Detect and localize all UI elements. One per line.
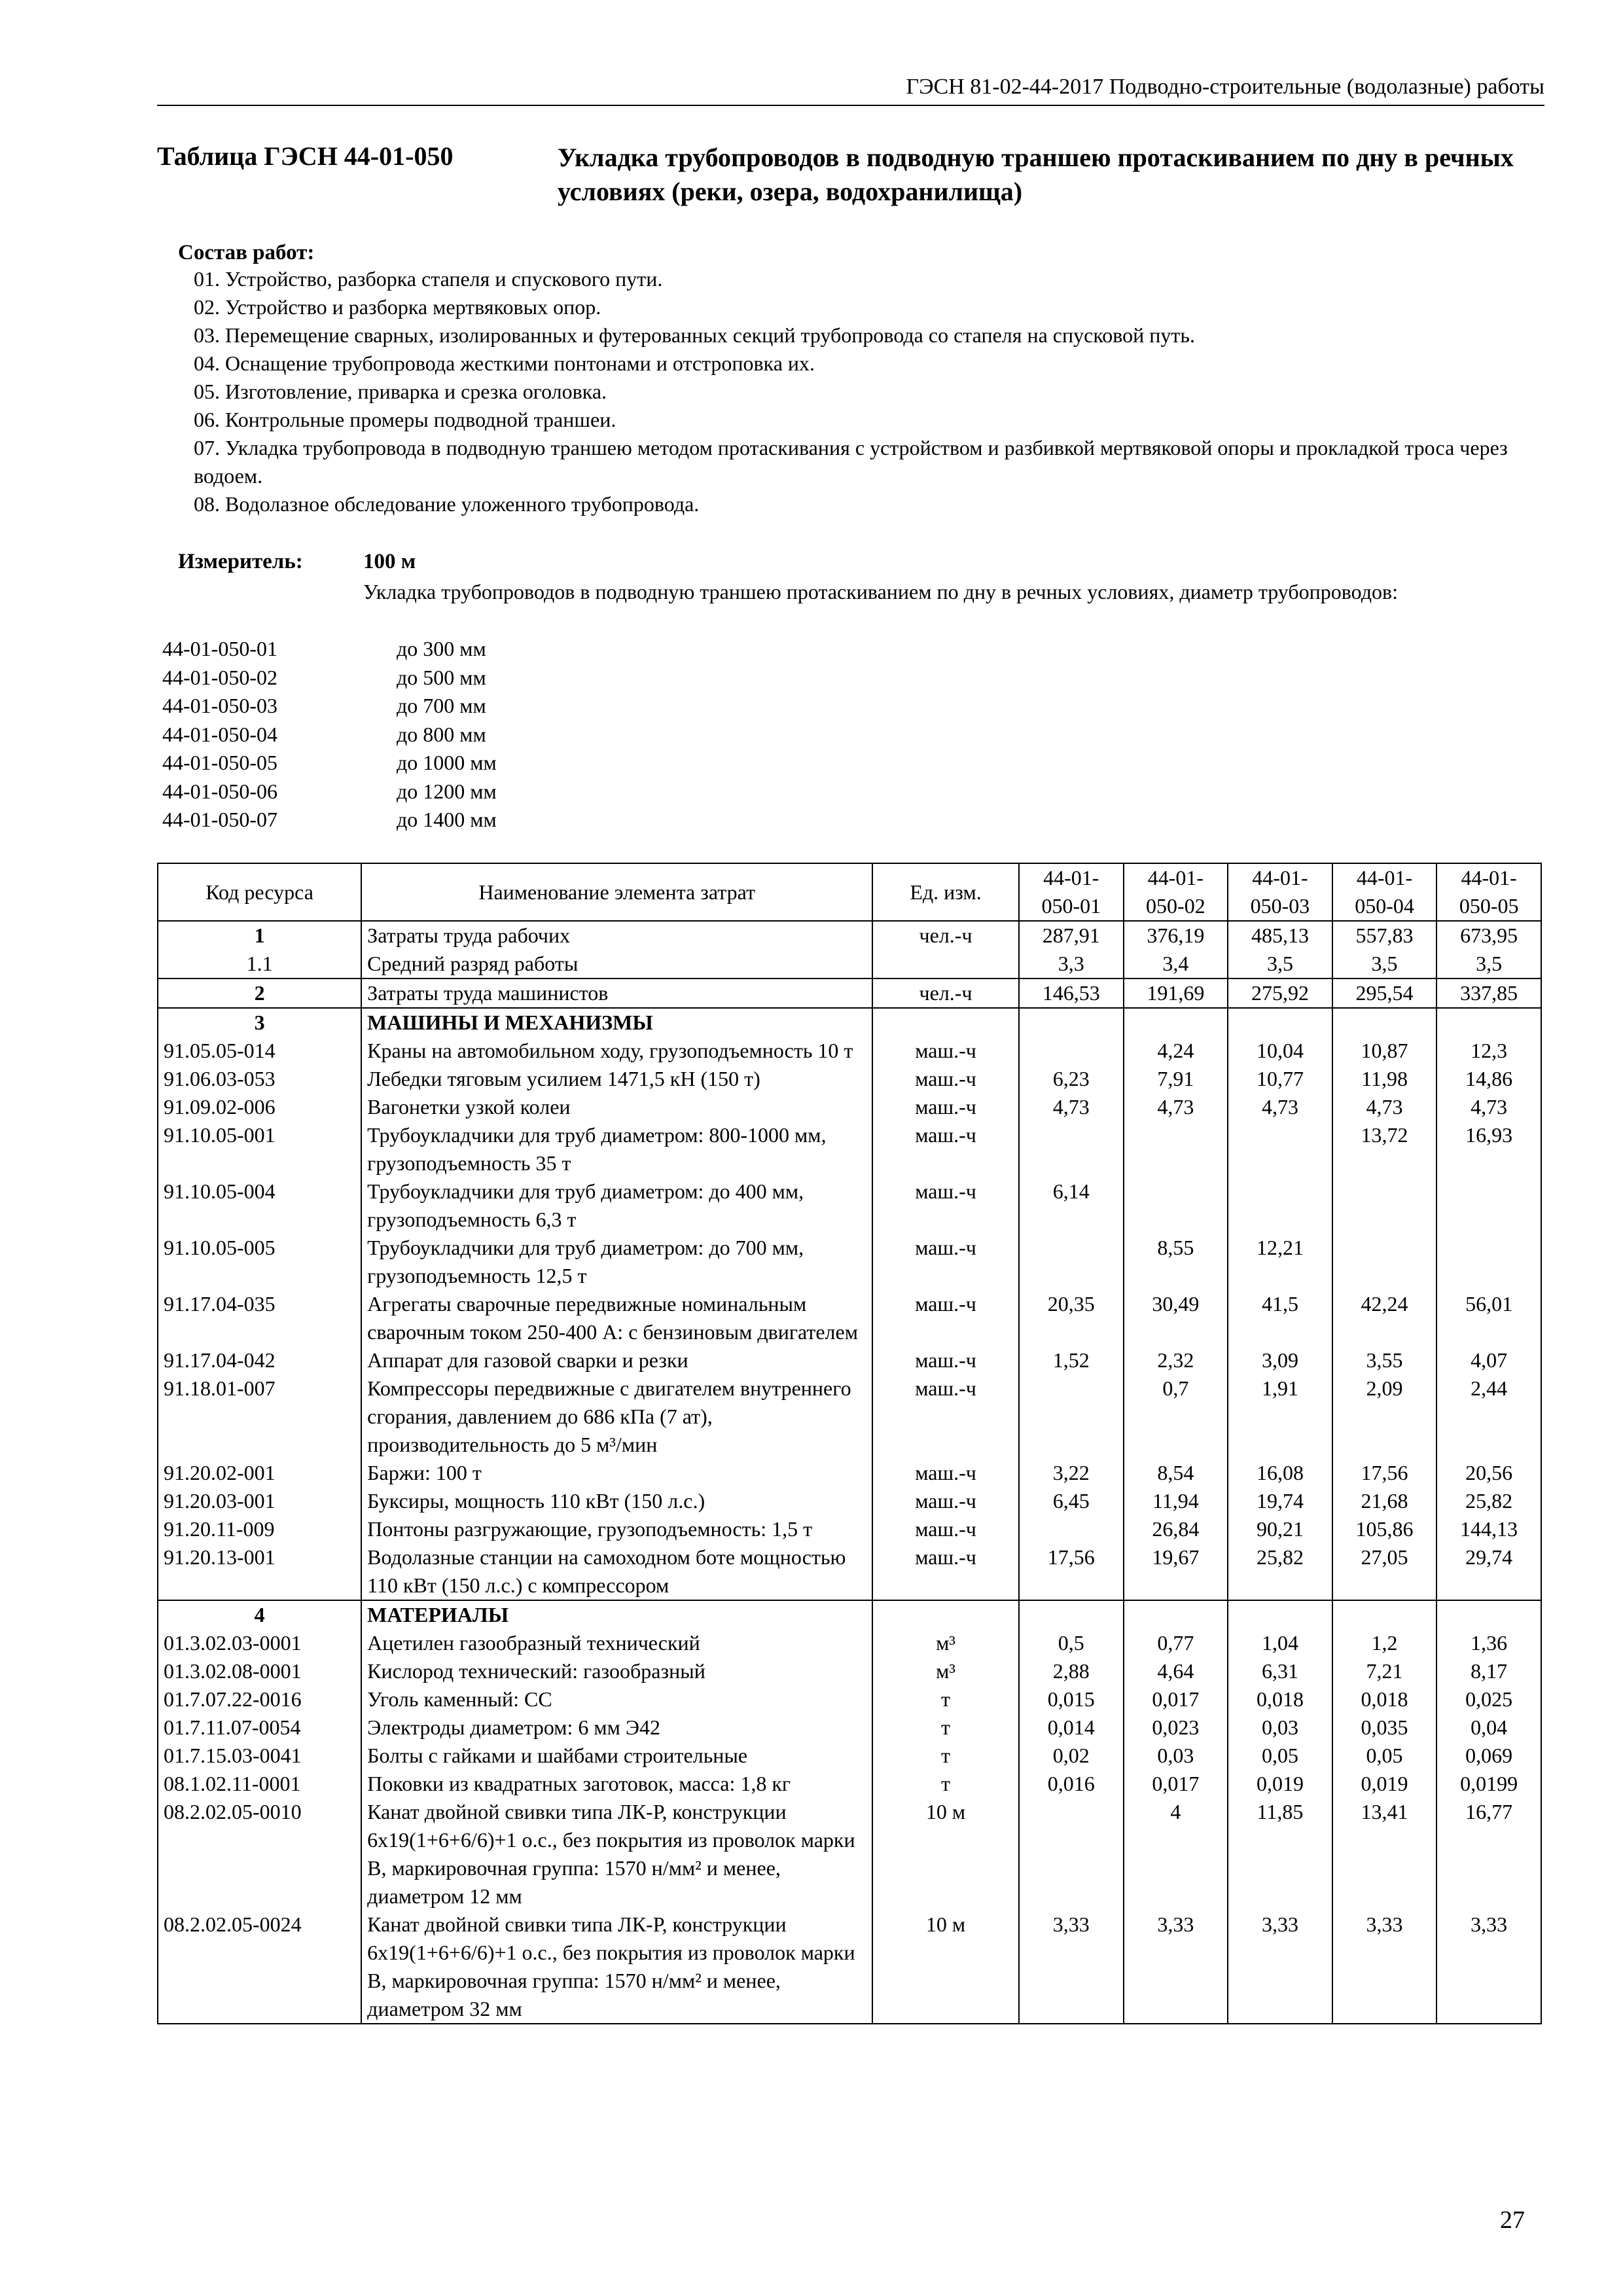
value-cell: 287,91: [1019, 921, 1124, 950]
resource-unit: маш.-ч: [872, 1487, 1019, 1515]
resource-unit: маш.-ч: [872, 1037, 1019, 1065]
resource-code: 4: [158, 1600, 361, 1629]
value-cell: 4,73: [1124, 1093, 1228, 1121]
value-cell: 4,64: [1124, 1657, 1228, 1685]
norm-code: 44-01-050-07: [162, 808, 277, 831]
value-cell: [1436, 1177, 1541, 1234]
resource-name: Электроды диаметром: 6 мм Э42: [361, 1713, 872, 1742]
resource-unit: маш.-ч: [872, 1234, 1019, 1290]
value-cell: 1,04: [1228, 1629, 1332, 1657]
value-cell: 337,85: [1436, 978, 1541, 1008]
resource-name: Канат двойной свивки типа ЛК-Р, конструкции 6х19(1+6+6/6)+1 о.с., без покрытия из проволок марки В, маркировочная группа: 1570 н/мм² и менее, диаметром 12 мм: [361, 1798, 872, 1910]
value-cell: 17,56: [1019, 1543, 1124, 1600]
value-cell: 6,14: [1019, 1177, 1124, 1234]
resource-code: 91.20.13-001: [158, 1543, 361, 1600]
value-cell: 3,33: [1124, 1910, 1228, 2024]
value-cell: 16,08: [1228, 1459, 1332, 1487]
norm-code: 44-01-050-03: [162, 694, 277, 717]
value-cell: [1228, 1600, 1332, 1629]
value-cell: 0,02: [1019, 1742, 1124, 1770]
value-cell: 20,35: [1019, 1290, 1124, 1346]
resource-unit: [872, 950, 1019, 978]
resource-code: 91.10.05-001: [158, 1121, 361, 1177]
value-cell: [1332, 1177, 1437, 1234]
resource-code: 91.06.03-053: [158, 1065, 361, 1093]
table-row: [158, 1657, 1541, 1685]
resource-unit: маш.-ч: [872, 1065, 1019, 1093]
norm-code: 44-01-050-06: [162, 779, 277, 803]
value-cell: 13,41: [1332, 1798, 1437, 1910]
measure-description: Укладка трубопроводов в подводную траншею протаскиванием по дну в речных условиях, диаметр трубопроводов:: [363, 580, 1398, 603]
table-row: [158, 1374, 1541, 1459]
resource-name: Аппарат для газовой сварки и резки: [361, 1346, 872, 1374]
table-row: [158, 1346, 1541, 1374]
value-cell: 0,77: [1124, 1629, 1228, 1657]
value-cell: 3,55: [1332, 1346, 1437, 1374]
value-cell: 3,5: [1332, 950, 1437, 978]
value-cell: 4,73: [1228, 1093, 1332, 1121]
resource-unit: маш.-ч: [872, 1121, 1019, 1177]
resource-code: 01.3.02.03-0001: [158, 1629, 361, 1657]
composition-item: 02. Устройство и разборка мертвяковых опор.: [194, 295, 601, 319]
value-cell: [1124, 1008, 1228, 1037]
value-cell: 12,3: [1436, 1037, 1541, 1065]
value-cell: 3,3: [1019, 950, 1124, 978]
value-cell: 1,52: [1019, 1346, 1124, 1374]
value-cell: 41,5: [1228, 1290, 1332, 1346]
value-cell: 6,45: [1019, 1487, 1124, 1515]
value-cell: [1228, 1008, 1332, 1037]
value-cell: 144,13: [1436, 1515, 1541, 1543]
resource-code: 91.17.04-042: [158, 1346, 361, 1374]
value-cell: 16,93: [1436, 1121, 1541, 1177]
resource-code: 91.17.04-035: [158, 1290, 361, 1346]
resource-unit: маш.-ч: [872, 1093, 1019, 1121]
header-col-3: 44-01-050-03: [1228, 863, 1332, 921]
resource-code: 91.05.05-014: [158, 1037, 361, 1065]
table-row: [158, 1290, 1541, 1346]
resource-code: 01.7.07.22-0016: [158, 1685, 361, 1713]
value-cell: [1019, 1121, 1124, 1177]
resource-unit: т: [872, 1742, 1019, 1770]
value-cell: 14,86: [1436, 1065, 1541, 1093]
resource-name: Ацетилен газообразный технический: [361, 1629, 872, 1657]
resource-code: 08.2.02.05-0024: [158, 1910, 361, 2024]
resource-name: МАТЕРИАЛЫ: [361, 1600, 872, 1629]
resource-name: Кислород технический: газообразный: [361, 1657, 872, 1685]
table-id: Таблица ГЭСН 44-01-050: [157, 141, 454, 171]
value-cell: [1332, 1234, 1437, 1290]
resource-name: Затраты труда рабочих: [361, 921, 872, 950]
value-cell: 8,17: [1436, 1657, 1541, 1685]
value-cell: 25,82: [1228, 1543, 1332, 1600]
value-cell: 4,73: [1436, 1093, 1541, 1121]
value-cell: [1124, 1177, 1228, 1234]
resource-unit: маш.-ч: [872, 1177, 1019, 1234]
table-title: Укладка трубопроводов в подводную траншею протаскиванием по дну в речных условиях (реки, озера, водохранилища): [558, 143, 1514, 206]
value-cell: 3,22: [1019, 1459, 1124, 1487]
value-cell: 3,09: [1228, 1346, 1332, 1374]
resource-code: 91.18.01-007: [158, 1374, 361, 1459]
norm-code-diameter: до 800 мм: [397, 722, 486, 746]
value-cell: [1124, 1121, 1228, 1177]
value-cell: 11,94: [1124, 1487, 1228, 1515]
resource-unit: маш.-ч: [872, 1374, 1019, 1459]
table-row: [158, 1543, 1541, 1600]
value-cell: 673,95: [1436, 921, 1541, 950]
value-cell: 295,54: [1332, 978, 1437, 1008]
value-cell: 11,85: [1228, 1798, 1332, 1910]
table-row: [158, 1487, 1541, 1515]
value-cell: 26,84: [1124, 1515, 1228, 1543]
resource-code: 2: [158, 978, 361, 1008]
header-col-2: 44-01-050-02: [1124, 863, 1228, 921]
resource-name: Трубоукладчики для труб диаметром: до 700 мм, грузоподъемность 12,5 т: [361, 1234, 872, 1290]
value-cell: 0,015: [1019, 1685, 1124, 1713]
value-cell: 21,68: [1332, 1487, 1437, 1515]
value-cell: 1,91: [1228, 1374, 1332, 1459]
composition-item: 06. Контрольные промеры подводной траншеи.: [194, 408, 616, 431]
value-cell: 191,69: [1124, 978, 1228, 1008]
composition-item: 04. Оснащение трубопровода жесткими понтонами и отстроповка их.: [194, 351, 815, 375]
running-header-text: ГЭСН 81-02-44-2017 Подводно-строительные (водолазные) работы: [906, 75, 1544, 99]
value-cell: 6,31: [1228, 1657, 1332, 1685]
value-cell: [1019, 1037, 1124, 1065]
resource-code: 91.09.02-006: [158, 1093, 361, 1121]
value-cell: 6,23: [1019, 1065, 1124, 1093]
table-row: [158, 1798, 1541, 1910]
resource-code: 91.20.11-009: [158, 1515, 361, 1543]
value-cell: 0,014: [1019, 1713, 1124, 1742]
resource-unit: чел.-ч: [872, 978, 1019, 1008]
table-row: [158, 1177, 1541, 1234]
value-cell: 0,03: [1228, 1713, 1332, 1742]
table-row: [158, 1065, 1541, 1093]
value-cell: 0,05: [1228, 1742, 1332, 1770]
resource-unit: т: [872, 1713, 1019, 1742]
norm-code: 44-01-050-01: [162, 637, 277, 660]
resource-code: 1.1: [158, 950, 361, 978]
value-cell: 11,98: [1332, 1065, 1437, 1093]
table-row: [158, 950, 1541, 978]
value-cell: 146,53: [1019, 978, 1124, 1008]
measure-label: Измеритель:: [178, 550, 303, 573]
value-cell: 20,56: [1436, 1459, 1541, 1487]
norm-code-diameter: до 500 мм: [397, 665, 486, 689]
resource-name: Трубоукладчики для труб диаметром: 800-1000 мм, грузоподъемность 35 т: [361, 1121, 872, 1177]
resource-unit: маш.-ч: [872, 1515, 1019, 1543]
table-row: [158, 1685, 1541, 1713]
value-cell: 0,7: [1124, 1374, 1228, 1459]
header-name: Наименование элемента затрат: [361, 863, 872, 921]
header-code: Код ресурса: [158, 863, 361, 921]
resource-unit: 10 м: [872, 1798, 1019, 1910]
table-row: [158, 1770, 1541, 1798]
value-cell: 0,018: [1228, 1685, 1332, 1713]
value-cell: 7,21: [1332, 1657, 1437, 1685]
resource-name: Понтоны разгружающие, грузоподъемность: 1,5 т: [361, 1515, 872, 1543]
norm-code-diameter: до 1200 мм: [397, 779, 497, 803]
resource-name: Вагонетки узкой колеи: [361, 1093, 872, 1121]
value-cell: 557,83: [1332, 921, 1437, 950]
value-cell: 0,016: [1019, 1770, 1124, 1798]
table-header-row: [158, 863, 1541, 921]
resource-name: Лебедки тяговым усилием 1471,5 кН (150 т): [361, 1065, 872, 1093]
value-cell: [1436, 1234, 1541, 1290]
resource-unit: [872, 1008, 1019, 1037]
table-row: [158, 1629, 1541, 1657]
composition-item: 07. Укладка трубопровода в подводную траншею методом протаскивания с устройством и разбивкой мертвяковой опоры и прокладкой троса через водоем.: [194, 436, 1508, 488]
resource-name: Агрегаты сварочные передвижные номинальным сварочным током 250-400 А: с бензиновым двигателем: [361, 1290, 872, 1346]
table-row: [158, 1093, 1541, 1121]
resource-code: 91.20.03-001: [158, 1487, 361, 1515]
value-cell: 3,4: [1124, 950, 1228, 978]
value-cell: [1436, 1600, 1541, 1629]
resource-name: Баржи: 100 т: [361, 1459, 872, 1487]
resource-unit: м³: [872, 1657, 1019, 1685]
resources-table: [157, 863, 1542, 2024]
table-row: [158, 1234, 1541, 1290]
resource-name: Трубоукладчики для труб диаметром: до 400 мм, грузоподъемность 6,3 т: [361, 1177, 872, 1234]
resource-name: МАШИНЫ И МЕХАНИЗМЫ: [361, 1008, 872, 1037]
table-row: [158, 1515, 1541, 1543]
value-cell: 56,01: [1436, 1290, 1541, 1346]
value-cell: 0,017: [1124, 1685, 1228, 1713]
resource-name: Средний разряд работы: [361, 950, 872, 978]
resource-code: 91.10.05-005: [158, 1234, 361, 1290]
value-cell: [1332, 1600, 1437, 1629]
norm-code: 44-01-050-05: [162, 751, 277, 774]
value-cell: [1019, 1008, 1124, 1037]
value-cell: [1228, 1121, 1332, 1177]
value-cell: 1,2: [1332, 1629, 1437, 1657]
value-cell: 90,21: [1228, 1515, 1332, 1543]
value-cell: [1019, 1600, 1124, 1629]
value-cell: 0,025: [1436, 1685, 1541, 1713]
value-cell: 0,03: [1124, 1742, 1228, 1770]
composition-item: 03. Перемещение сварных, изолированных и футерованных секций трубопровода со стапеля на спусковой путь.: [194, 323, 1195, 347]
resource-name: Водолазные станции на самоходном боте мощностью 110 кВт (150 л.с.) с компрессором: [361, 1543, 872, 1600]
value-cell: 2,32: [1124, 1346, 1228, 1374]
resource-unit: т: [872, 1685, 1019, 1713]
resource-code: 01.7.11.07-0054: [158, 1713, 361, 1742]
value-cell: 4,73: [1332, 1093, 1437, 1121]
value-cell: 0,019: [1332, 1770, 1437, 1798]
resource-code: 1: [158, 921, 361, 950]
table-row: [158, 978, 1541, 1008]
header-col-5: 44-01-050-05: [1436, 863, 1541, 921]
composition-item: 05. Изготовление, приварка и срезка оголовка.: [194, 380, 607, 403]
value-cell: 0,019: [1228, 1770, 1332, 1798]
resource-code: 91.20.02-001: [158, 1459, 361, 1487]
resource-code: 91.10.05-004: [158, 1177, 361, 1234]
value-cell: [1019, 1515, 1124, 1543]
norm-code: 44-01-050-04: [162, 722, 277, 746]
resource-code: 08.1.02.11-0001: [158, 1770, 361, 1798]
value-cell: 1,36: [1436, 1629, 1541, 1657]
table-row: [158, 1008, 1541, 1037]
value-cell: 0,017: [1124, 1770, 1228, 1798]
value-cell: [1019, 1374, 1124, 1459]
value-cell: 29,74: [1436, 1543, 1541, 1600]
value-cell: 2,09: [1332, 1374, 1437, 1459]
resource-unit: маш.-ч: [872, 1290, 1019, 1346]
value-cell: 27,05: [1332, 1543, 1437, 1600]
value-cell: [1436, 1008, 1541, 1037]
resource-unit: маш.-ч: [872, 1346, 1019, 1374]
composition-item: 01. Устройство, разборка стапеля и спускового пути.: [194, 267, 663, 291]
resource-unit: чел.-ч: [872, 921, 1019, 950]
value-cell: 3,33: [1019, 1910, 1124, 2024]
value-cell: 4,73: [1019, 1093, 1124, 1121]
table-row: [158, 1742, 1541, 1770]
resource-unit: т: [872, 1770, 1019, 1798]
value-cell: 30,49: [1124, 1290, 1228, 1346]
table-row: [158, 1713, 1541, 1742]
resource-name: Болты с гайками и шайбами строительные: [361, 1742, 872, 1770]
value-cell: 42,24: [1332, 1290, 1437, 1346]
running-header: [157, 71, 1544, 106]
resource-name: Компрессоры передвижные с двигателем внутреннего сгорания, давлением до 686 кПа (7 ат), производительность до 5 м³/мин: [361, 1374, 872, 1459]
value-cell: 0,5: [1019, 1629, 1124, 1657]
value-cell: 485,13: [1228, 921, 1332, 950]
value-cell: 19,74: [1228, 1487, 1332, 1515]
table-row: [158, 1910, 1541, 2024]
value-cell: 17,56: [1332, 1459, 1437, 1487]
resource-unit: маш.-ч: [872, 1543, 1019, 1600]
resource-code: 01.3.02.08-0001: [158, 1657, 361, 1685]
value-cell: 25,82: [1436, 1487, 1541, 1515]
norm-code-diameter: до 1400 мм: [397, 808, 497, 831]
value-cell: 10,04: [1228, 1037, 1332, 1065]
value-cell: 7,91: [1124, 1065, 1228, 1093]
value-cell: 19,67: [1124, 1543, 1228, 1600]
value-cell: 275,92: [1228, 978, 1332, 1008]
header-col-4: 44-01-050-04: [1332, 863, 1437, 921]
value-cell: 0,035: [1332, 1713, 1437, 1742]
resource-unit: 10 м: [872, 1910, 1019, 2024]
value-cell: 376,19: [1124, 921, 1228, 950]
resource-code: 3: [158, 1008, 361, 1037]
resource-code: 08.2.02.05-0010: [158, 1798, 361, 1910]
value-cell: 3,5: [1436, 950, 1541, 978]
norm-code-diameter: до 300 мм: [397, 637, 486, 660]
table-row: [158, 1600, 1541, 1629]
value-cell: 0,04: [1436, 1713, 1541, 1742]
value-cell: [1332, 1008, 1437, 1037]
value-cell: [1019, 1234, 1124, 1290]
composition-list: [194, 265, 1555, 518]
value-cell: 2,44: [1436, 1374, 1541, 1459]
resource-name: Краны на автомобильном ходу, грузоподъемность 10 т: [361, 1037, 872, 1065]
table-row: [158, 921, 1541, 950]
value-cell: 0,069: [1436, 1742, 1541, 1770]
value-cell: 8,54: [1124, 1459, 1228, 1487]
measure-value: 100 м: [363, 550, 416, 573]
value-cell: 0,0199: [1436, 1770, 1541, 1798]
value-cell: 4,24: [1124, 1037, 1228, 1065]
norm-code: 44-01-050-02: [162, 665, 277, 689]
value-cell: 2,88: [1019, 1657, 1124, 1685]
value-cell: 10,77: [1228, 1065, 1332, 1093]
value-cell: [1124, 1600, 1228, 1629]
norm-code-diameter: до 700 мм: [397, 694, 486, 717]
value-cell: 8,55: [1124, 1234, 1228, 1290]
page-number: 27: [1500, 2206, 1525, 2234]
value-cell: 13,72: [1332, 1121, 1437, 1177]
value-cell: 16,77: [1436, 1798, 1541, 1910]
resource-name: Канат двойной свивки типа ЛК-Р, конструкции 6х19(1+6+6/6)+1 о.с., без покрытия из проволок марки В, маркировочная группа: 1570 н/мм² и менее, диаметром 32 мм: [361, 1910, 872, 2024]
resource-name: Уголь каменный: СС: [361, 1685, 872, 1713]
value-cell: [1228, 1177, 1332, 1234]
value-cell: 4,07: [1436, 1346, 1541, 1374]
norm-code-diameter: до 1000 мм: [397, 751, 497, 774]
value-cell: 3,5: [1228, 950, 1332, 978]
value-cell: 3,33: [1436, 1910, 1541, 2024]
value-cell: 10,87: [1332, 1037, 1437, 1065]
table-row: [158, 1037, 1541, 1065]
value-cell: 3,33: [1332, 1910, 1437, 2024]
resource-name: Поковки из квадратных заготовок, масса: 1,8 кг: [361, 1770, 872, 1798]
value-cell: 3,33: [1228, 1910, 1332, 2024]
composition-heading: Состав работ:: [178, 241, 315, 264]
table-row: [158, 1121, 1541, 1177]
composition-item: 08. Водолазное обследование уложенного трубопровода.: [194, 492, 700, 516]
value-cell: [1019, 1798, 1124, 1910]
value-cell: 0,05: [1332, 1742, 1437, 1770]
value-cell: 4: [1124, 1798, 1228, 1910]
resource-name: Затраты труда машинистов: [361, 978, 872, 1008]
header-col-1: 44-01-050-01: [1019, 863, 1124, 921]
value-cell: 0,018: [1332, 1685, 1437, 1713]
resource-unit: м³: [872, 1629, 1019, 1657]
resource-unit: маш.-ч: [872, 1459, 1019, 1487]
resource-code: 01.7.15.03-0041: [158, 1742, 361, 1770]
header-unit: Ед. изм.: [872, 863, 1019, 921]
value-cell: 0,023: [1124, 1713, 1228, 1742]
value-cell: 105,86: [1332, 1515, 1437, 1543]
resource-name: Буксиры, мощность 110 кВт (150 л.с.): [361, 1487, 872, 1515]
table-row: [158, 1459, 1541, 1487]
resource-unit: [872, 1600, 1019, 1629]
value-cell: 12,21: [1228, 1234, 1332, 1290]
